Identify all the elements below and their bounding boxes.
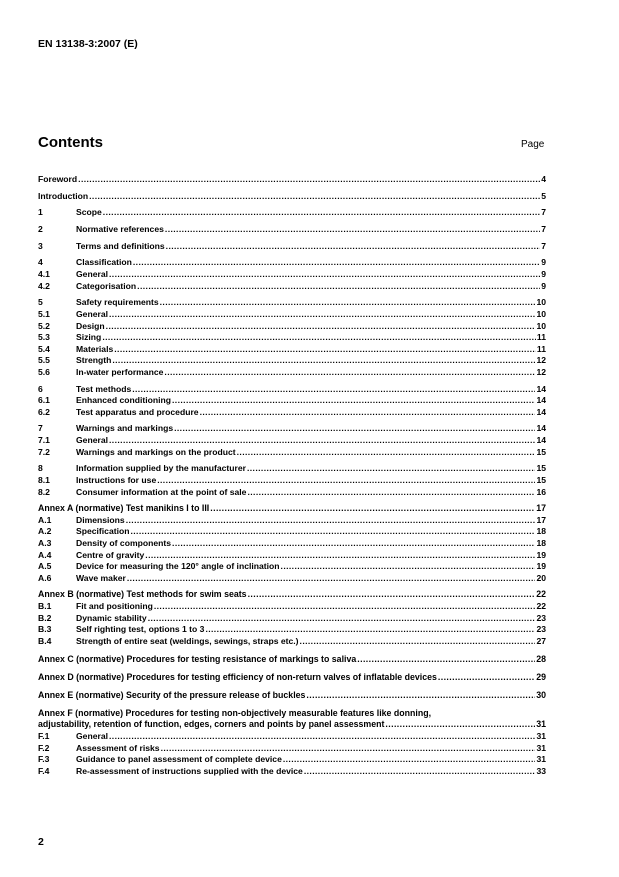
- toc-entry-page: 15: [536, 463, 546, 474]
- toc-entry-page: 31: [536, 754, 546, 765]
- toc-entry-page: 20: [536, 572, 546, 583]
- toc-entry-title: General: [76, 308, 109, 319]
- toc-entry-number: 5.1: [38, 308, 50, 319]
- toc-entry-page: 31: [536, 742, 546, 753]
- toc-entry-introduction[interactable]: [38, 191, 546, 203]
- toc-entry-f-2[interactable]: [38, 743, 546, 755]
- toc-entry-page: 29: [536, 671, 546, 682]
- toc-entry-title: Normative references: [76, 224, 164, 235]
- toc-entry-title: Test methods: [76, 383, 132, 394]
- toc-entry-number: 3: [38, 240, 43, 251]
- toc-entry-title: Self righting test, options 1 to 3: [76, 624, 205, 635]
- toc-entry-number: A.1: [38, 514, 52, 525]
- toc-entry-1[interactable]: [38, 207, 546, 219]
- toc-entry-page: 18: [536, 537, 546, 548]
- toc-entry-6-1[interactable]: [38, 395, 546, 407]
- toc-entry-page: 11: [536, 332, 546, 343]
- toc-entry-title: Annex D (normative) Procedures for testing efficiency of non-return valves of inflatable devices: [38, 671, 437, 682]
- toc-entry-page: 28: [536, 653, 546, 664]
- toc-entry-title: General: [76, 435, 109, 446]
- toc-entry-page: 9: [541, 257, 546, 268]
- toc-entry-4-2[interactable]: [38, 281, 546, 293]
- toc-entry-page: 30: [536, 689, 546, 700]
- toc-entry-page: 31: [536, 719, 546, 730]
- toc-entry-f-3[interactable]: [38, 754, 546, 766]
- toc-entry-5-6[interactable]: [38, 367, 546, 379]
- toc-entry-page: 12: [536, 355, 546, 366]
- toc-entry-b-3[interactable]: [38, 624, 546, 636]
- toc-entry-4[interactable]: [38, 257, 546, 269]
- toc-entry-page: 15: [536, 446, 546, 457]
- toc-entry-a-1[interactable]: [38, 515, 546, 527]
- toc-entry-page: 10: [536, 297, 546, 308]
- toc-entry-title: Sizing: [76, 332, 102, 343]
- toc-entry-title: Guidance to panel assessment of complete device: [76, 754, 282, 765]
- toc-entry-number: B.4: [38, 635, 52, 646]
- toc-entry-7-2[interactable]: [38, 447, 546, 459]
- toc-entry-title: adjustability, retention of function, edges, corners and points by panel assessment: [38, 719, 385, 730]
- toc-entry-number: 1: [38, 207, 43, 218]
- toc-entry-number: F.3: [38, 754, 50, 765]
- toc-entry-page: 4: [541, 174, 546, 184]
- toc-entry-a-2[interactable]: [38, 526, 546, 538]
- toc-entry-number: 6.1: [38, 395, 50, 406]
- toc-entry-title: Design: [76, 320, 105, 331]
- toc-entry-title: Annex C (normative) Procedures for testing resistance of markings to saliva: [38, 653, 357, 664]
- toc-entry-page: 22: [536, 589, 546, 600]
- toc-entry-title: General: [76, 269, 109, 280]
- toc-entry-5[interactable]: [38, 297, 546, 309]
- toc-entry-page: 5: [541, 190, 546, 201]
- toc-entry-number: 7.2: [38, 446, 50, 457]
- toc-entry-number: 7: [38, 423, 43, 434]
- toc-entry-a-3[interactable]: [38, 538, 546, 550]
- toc-entry-title: Re-assessment of instructions supplied with the device: [76, 765, 303, 776]
- toc-entry-number: 6: [38, 383, 43, 394]
- toc-entry-page: 14: [536, 435, 546, 446]
- toc-entry-number: 5.6: [38, 366, 50, 377]
- toc-entry-page: 33: [536, 765, 546, 776]
- toc-entry-title: Safety requirements: [76, 297, 159, 308]
- toc-entry-title: Enhanced conditioning: [76, 395, 172, 406]
- toc-entry-page: 19: [536, 561, 546, 572]
- toc-entry-page: 7: [541, 207, 546, 218]
- toc-entry-number: A.4: [38, 549, 52, 560]
- toc-entry-5-4[interactable]: [38, 344, 546, 356]
- toc-entry-number: F.2: [38, 742, 50, 753]
- toc-entry-title: Device for measuring the 120° angle of inclination: [76, 561, 280, 572]
- toc-entry-number: F.4: [38, 765, 50, 776]
- toc-entry-number: 6.2: [38, 406, 50, 417]
- toc-entry-annex-b[interactable]: [38, 589, 546, 601]
- toc-entry-number: 4.1: [38, 269, 50, 280]
- toc-entry-page: 14: [536, 423, 546, 434]
- toc-entry-title: Test apparatus and procedure: [76, 406, 199, 417]
- toc-entry-title: Classification: [76, 257, 132, 268]
- toc-entry-page: 22: [536, 601, 546, 612]
- toc-entry-page: 17: [536, 503, 546, 514]
- toc-entry-page: 14: [536, 395, 546, 406]
- toc-entry-title: Fit and positioning: [76, 601, 153, 612]
- toc-entry-number: 4.2: [38, 280, 50, 291]
- toc-entry-annex-c[interactable]: [38, 654, 546, 666]
- toc-entry-title: In-water performance: [76, 366, 164, 377]
- toc-entry-title: Centre of gravity: [76, 549, 145, 560]
- toc-entry-b-1[interactable]: [38, 601, 546, 613]
- toc-entry-page: 11: [536, 343, 546, 354]
- toc-entry-title: Scope: [76, 207, 102, 218]
- toc-entry-page: 14: [536, 383, 546, 394]
- toc-entry-title: Strength of entire seat (weldings, sewings, straps etc.): [76, 635, 299, 646]
- toc-entry-title: Annex F (normative) Procedures for testing non-objectively measurable features like donning,: [38, 707, 432, 718]
- toc-entry-number: 4: [38, 257, 43, 268]
- toc-entry-annex-e[interactable]: [38, 690, 546, 702]
- toc-entry-b-2[interactable]: [38, 613, 546, 625]
- toc-entry-number: B.2: [38, 612, 52, 623]
- toc-entry-8[interactable]: [38, 463, 546, 475]
- toc-entry-annex-f[interactable]: [38, 708, 546, 720]
- toc-entry-7[interactable]: [38, 423, 546, 435]
- toc-entry-title: Introduction: [38, 190, 89, 201]
- toc-entry-title: Specification: [76, 526, 130, 537]
- toc-entry-a-6[interactable]: [38, 573, 546, 585]
- toc-entry-title: Categorisation: [76, 280, 137, 291]
- toc-entry-page: 23: [536, 624, 546, 635]
- toc-entry-number: A.5: [38, 561, 52, 572]
- toc-entry-title: Annex B (normative) Test methods for swim seats: [38, 589, 247, 600]
- toc-entry-number: 7.1: [38, 435, 50, 446]
- toc-entry-2[interactable]: [38, 224, 546, 236]
- toc-entry-page: 15: [536, 474, 546, 485]
- toc-entry-6-2[interactable]: [38, 407, 546, 419]
- toc-entry-title: Warnings and markings on the product: [76, 446, 236, 457]
- toc-entry-number: 5.5: [38, 355, 50, 366]
- toc-entry-page: 16: [536, 486, 546, 497]
- toc-entry-title: Density of components: [76, 537, 172, 548]
- toc-entry-page: 9: [541, 269, 546, 280]
- toc-entry-annex-d[interactable]: [38, 672, 546, 684]
- toc-entry-page: 9: [541, 280, 546, 291]
- document-id: EN 13138-3:2007 (E): [38, 38, 138, 50]
- toc-entry-title: Annex E (normative) Security of the pressure release of buckles: [38, 689, 306, 700]
- toc-entry-number: 5.2: [38, 320, 50, 331]
- toc-entry-page: 10: [536, 320, 546, 331]
- toc-entry-8-1[interactable]: [38, 475, 546, 487]
- toc-entry-f-1[interactable]: [38, 731, 546, 743]
- toc-entry-title: Strength: [76, 355, 112, 366]
- toc-entry-7-1[interactable]: [38, 435, 546, 447]
- toc-entry-page: 12: [536, 366, 546, 377]
- toc-entry-number: 5.4: [38, 343, 50, 354]
- table-of-contents: [38, 174, 546, 777]
- toc-entry-page: 14: [536, 406, 546, 417]
- toc-entry-title: Foreword: [38, 174, 78, 184]
- toc-entry-title: Dimensions: [76, 514, 125, 525]
- toc-entry-title: Terms and definitions: [76, 240, 165, 251]
- toc-entry-page: 31: [536, 730, 546, 741]
- toc-entry-number: A.2: [38, 526, 52, 537]
- toc-entry-title: Wave maker: [76, 572, 126, 583]
- toc-entry-number: 8: [38, 463, 43, 474]
- toc-entry-foreword[interactable]: [38, 174, 546, 186]
- toc-entry-title: Annex A (normative) Test manikins I to III: [38, 503, 210, 514]
- toc-entry-page: 19: [536, 549, 546, 560]
- toc-entry-page: 7: [541, 224, 546, 235]
- toc-entry-title: Warnings and markings: [76, 423, 174, 434]
- toc-entry-f-4[interactable]: [38, 766, 546, 778]
- page-column-label: Page: [521, 139, 545, 150]
- toc-entry-title: Assessment of risks: [76, 742, 160, 753]
- toc-entry-number: B.3: [38, 624, 52, 635]
- toc-entry-number: 5: [38, 297, 43, 308]
- toc-entry-6[interactable]: [38, 384, 546, 396]
- toc-entry-annex-f-continued[interactable]: [38, 719, 546, 731]
- toc-entry-title: Instructions for use: [76, 474, 157, 485]
- toc-entry-page: 10: [536, 308, 546, 319]
- toc-entry-page: 27: [536, 635, 546, 646]
- toc-entry-number: 5.3: [38, 332, 50, 343]
- toc-entry-title: Dynamic stability: [76, 612, 147, 623]
- toc-entry-4-1[interactable]: [38, 269, 546, 281]
- toc-entry-number: 8.2: [38, 486, 50, 497]
- toc-entry-title: General: [76, 730, 109, 741]
- toc-entry-5-1[interactable]: [38, 309, 546, 321]
- toc-entry-title: Consumer information at the point of sale: [76, 486, 247, 497]
- toc-entry-5-3[interactable]: [38, 332, 546, 344]
- toc-entry-page: 18: [536, 526, 546, 537]
- toc-entry-number: 8.1: [38, 474, 50, 485]
- toc-entry-number: B.1: [38, 601, 52, 612]
- toc-entry-title: Materials: [76, 343, 114, 354]
- toc-entry-5-2[interactable]: [38, 321, 546, 333]
- toc-entry-5-5[interactable]: [38, 355, 546, 367]
- toc-entry-page: 23: [536, 612, 546, 623]
- toc-entry-3[interactable]: [38, 241, 546, 253]
- toc-entry-number: A.6: [38, 572, 52, 583]
- contents-title: Contents: [38, 134, 103, 151]
- toc-entry-annex-a[interactable]: [38, 503, 546, 515]
- toc-entry-b-4[interactable]: [38, 636, 546, 648]
- toc-entry-8-2[interactable]: [38, 487, 546, 499]
- toc-entry-a-4[interactable]: [38, 550, 546, 562]
- toc-entry-page: 17: [536, 514, 546, 525]
- page-number: 2: [38, 836, 44, 848]
- toc-entry-title: Information supplied by the manufacturer: [76, 463, 246, 474]
- toc-entry-number: 2: [38, 224, 43, 235]
- toc-entry-page: 7: [541, 240, 546, 251]
- toc-entry-a-5[interactable]: [38, 561, 546, 573]
- toc-entry-number: F.1: [38, 730, 50, 741]
- toc-entry-number: A.3: [38, 537, 52, 548]
